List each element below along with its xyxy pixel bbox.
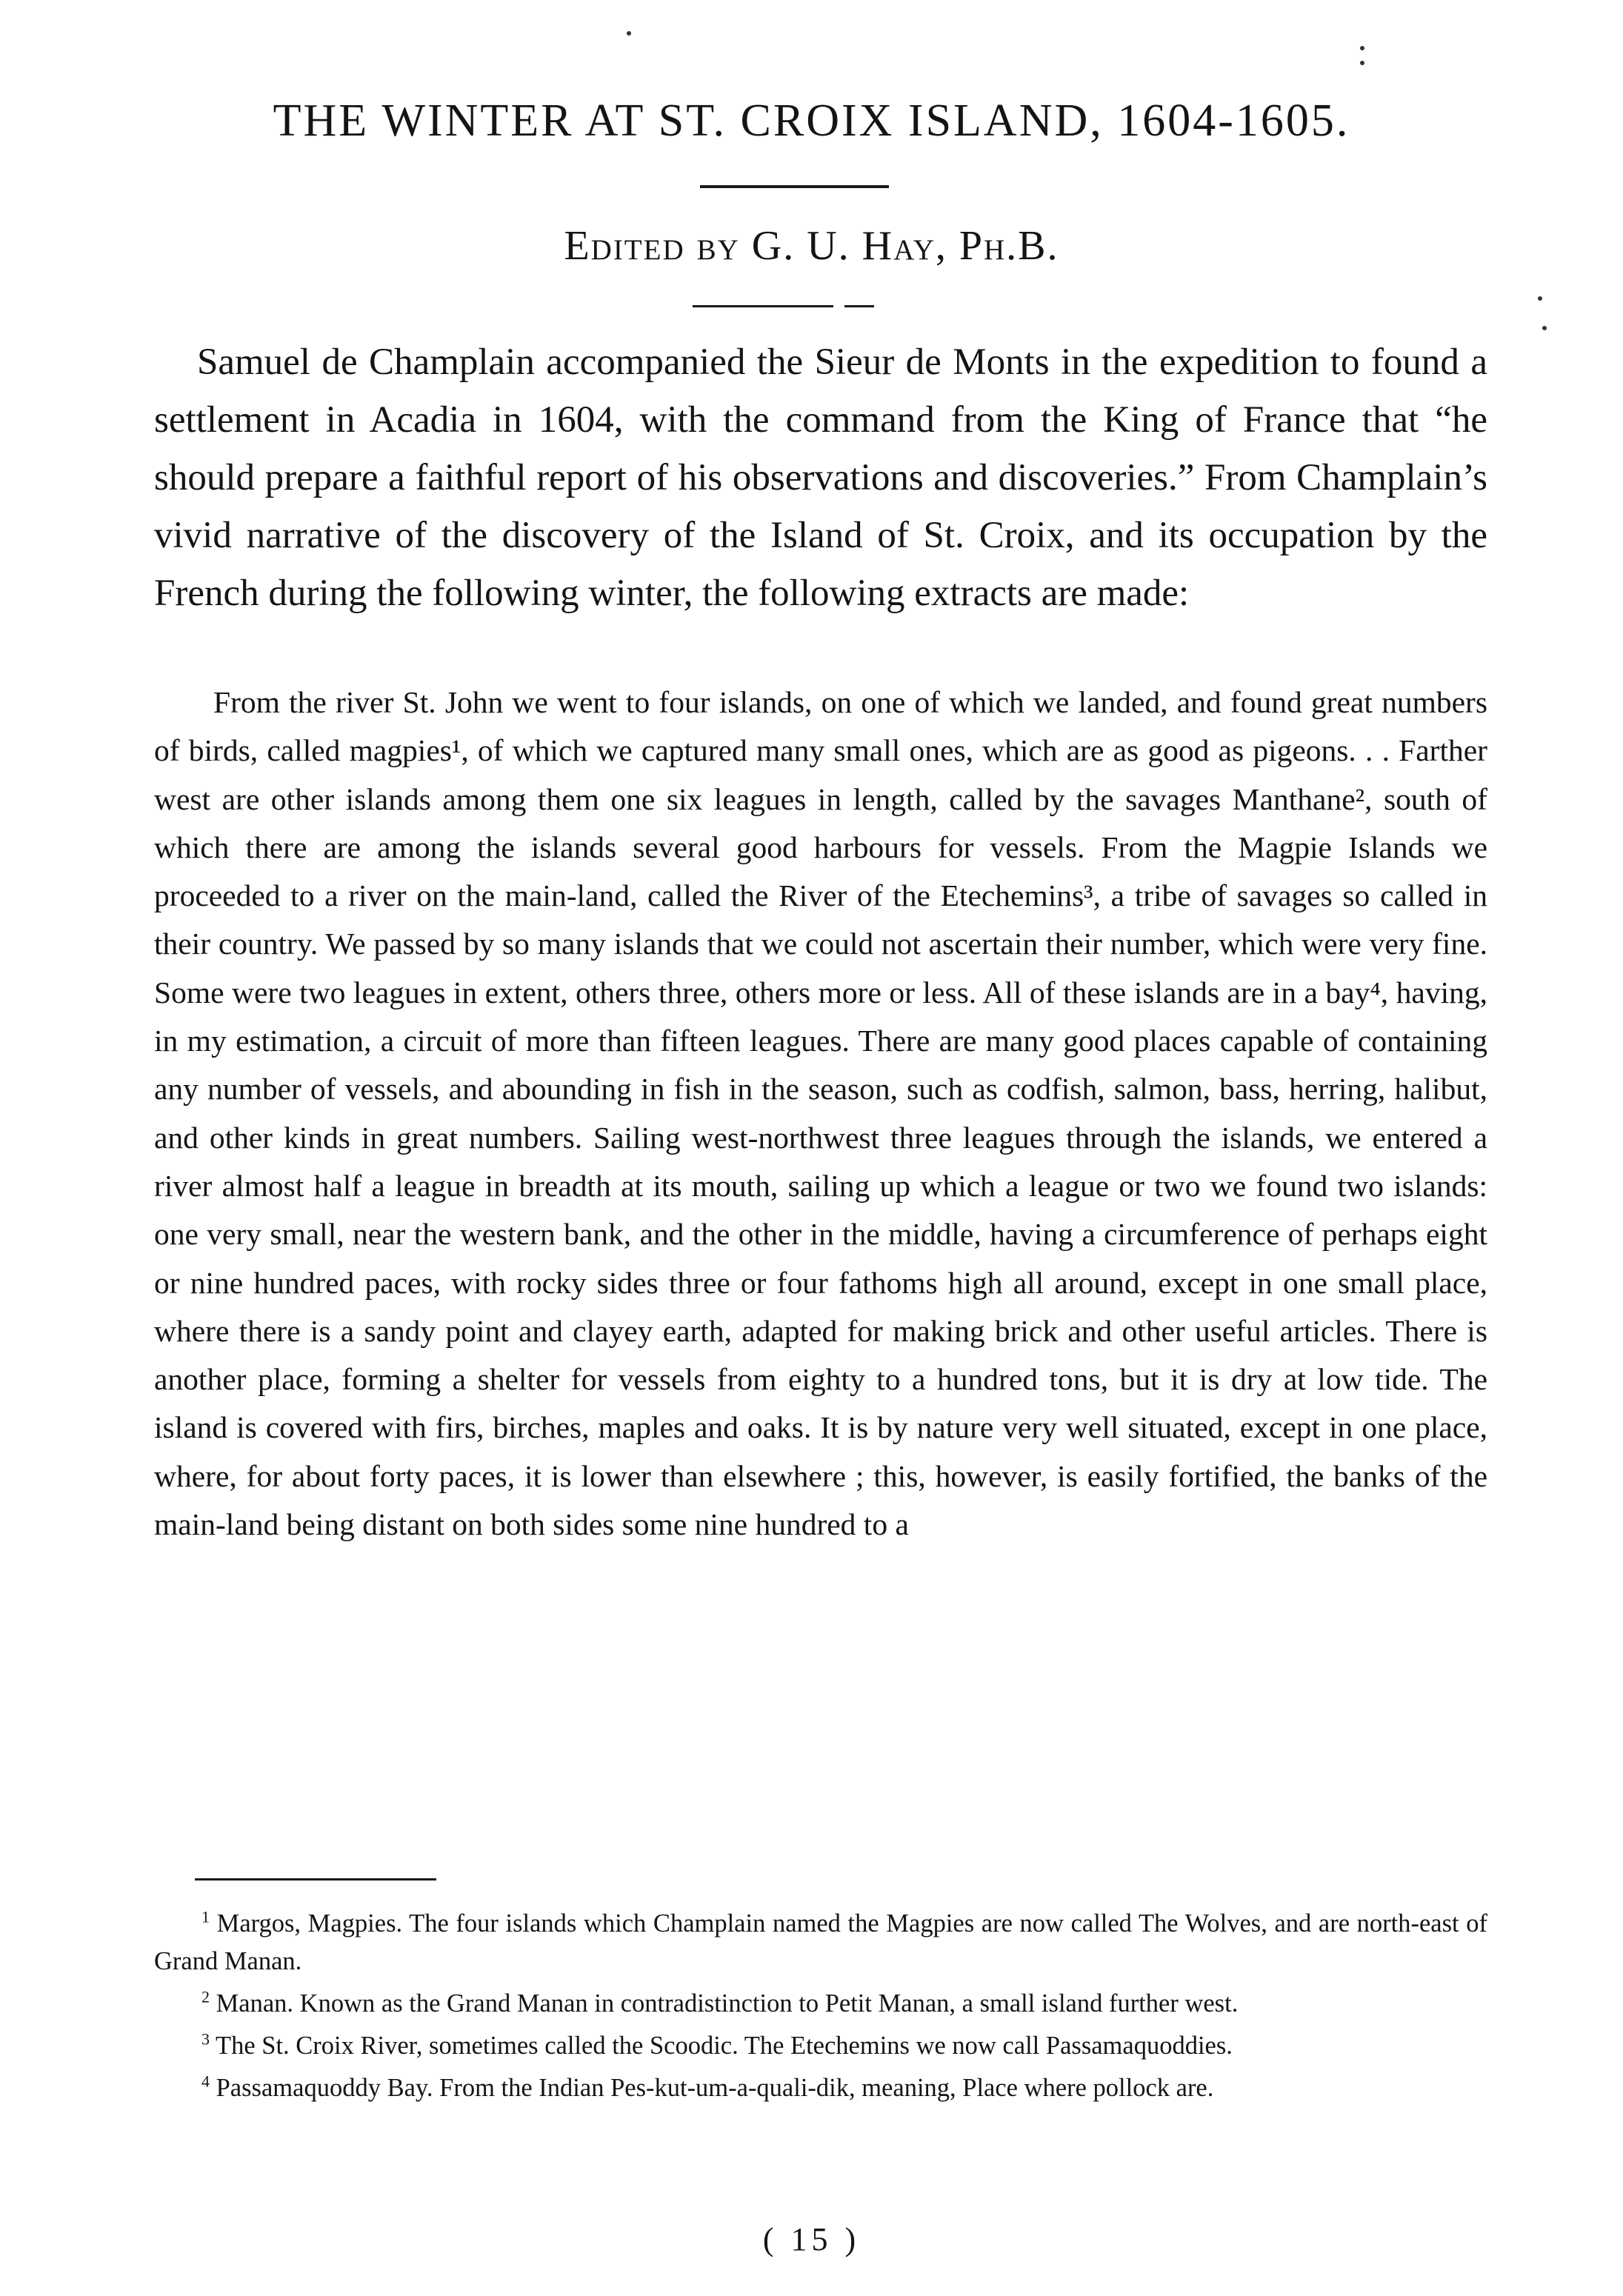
footnote-4 <box>154 2069 1487 2107</box>
print-speck <box>1360 46 1364 50</box>
footnote-mark: 3 <box>201 2029 210 2049</box>
article-title: THE WINTER AT ST. CROIX ISLAND, 1604-1605. <box>273 96 1350 146</box>
editor-rule-dash <box>844 305 874 307</box>
print-speck <box>1542 326 1547 330</box>
champlain-extract: From the river St. John we went to four islands, on one of which we landed, and found great numbers of birds, called magpies¹, of which we captured many small ones, which are as good as pigeons. . . Farther west are other islands among them one six leagues in length, called by the savages Manthane², south of which there are among the islands several good harbours for vessels. From the Magpie Islands we proceeded to a river on the main-land, called the River of the Etechemins³, a tribe of savages so called in their country. We passed by so many islands that we could not ascertain their number, which were very fine. Some were two leagues in extent, others three, others more or less. All of these islands are in a bay⁴, having, in my estimation, a circuit of more than fifteen leagues. There are many good places capable of containing any number of vessels, and abounding in fish in the season, such as codfish, salmon, bass, herring, halibut, and other kinds in great numbers. Sailing west-northwest three leagues through the islands, we entered a river almost half a league in breadth at its mouth, sailing up which a league or two we found two islands: one very small, near the western bank, and the other in the middle, having a circumference of perhaps eight or nine hundred paces, with rocky sides three or four fathoms high all around, except in one small place, where there is a sandy point and clayey earth, adapted for making brick and other useful articles. There is another place, forming a shelter for vessels from eighty to a hundred tons, but it is dry at low tide. The island is covered with firs, birches, maples and oaks. It is by nature very well situated, except in one place, where, for about forty paces, it is lower than elsewhere ; this, however, is easily fortified, the banks of the main-land being distant on both sides some nine hundred to a <box>154 685 1487 1542</box>
footnote-3 <box>154 2027 1487 2065</box>
page-number: ( 15 ) <box>762 2221 861 2257</box>
footnotes <box>154 1905 1487 2112</box>
footnote-mark: 1 <box>201 1907 210 1926</box>
editor-line: Edited by G. U. Hay, Ph.B. <box>564 223 1059 269</box>
title-rule <box>700 185 889 188</box>
footnote-1 <box>154 1905 1487 1980</box>
footnote-rule <box>195 1878 436 1880</box>
editor-rule <box>693 305 833 307</box>
print-speck <box>1360 61 1364 65</box>
intro-paragraph: Samuel de Champlain accompanied the Sieur de Monts in the expedition to found a settlement in Acadia in 1604, with the command from the King of France that “he should prepare a faithful report of his observations and discoveries.” From Champlain’s vivid narrative of the discovery of the Island of St. Croix, and its occupation by the French during the following winter, the following extracts are made: <box>154 341 1487 614</box>
footnote-text: Passamaquoddy Bay. From the Indian Pes-kut-um-a-quali-dik, meaning, Place where pollock are. <box>216 2074 1214 2102</box>
footnote-text: Margos, Magpies. The four islands which Champlain named the Magpies are now called The Wolves, and are north-east of Grand Manan. <box>154 1909 1487 1975</box>
print-speck <box>1538 296 1542 301</box>
footnote-mark: 2 <box>201 1987 210 2006</box>
footnote-text: Manan. Known as the Grand Manan in contradistinction to Petit Manan, a small island further west. <box>216 1989 1239 2018</box>
print-speck <box>627 31 631 36</box>
footnote-mark: 4 <box>201 2072 210 2091</box>
footnote-text: The St. Croix River, sometimes called the Scoodic. The Etechemins we now call Passamaquoddies. <box>216 2032 1233 2060</box>
footnote-2 <box>154 1985 1487 2023</box>
